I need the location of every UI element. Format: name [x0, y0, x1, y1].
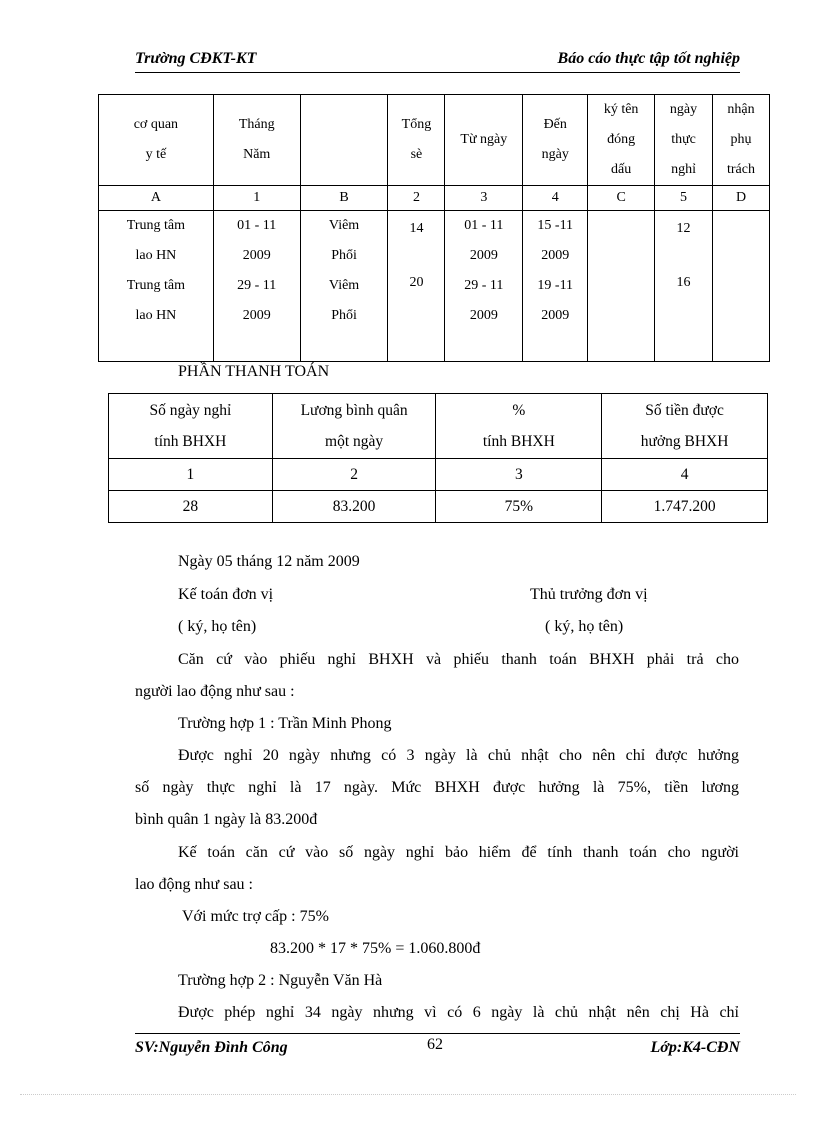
table1-header-cell: nhận phụ trách: [713, 95, 770, 186]
table1-code-cell: 4: [523, 186, 588, 211]
payment-value-cell: 75%: [436, 491, 602, 523]
case-2: Trường hợp 2 : Nguyễn Văn Hà: [178, 972, 383, 989]
month-cell: 01 - 11 2009 29 - 11 2009: [213, 211, 300, 362]
table1-header-row: [99, 95, 770, 186]
table1-header-cell: Từ ngày: [445, 95, 523, 186]
to-cell: 15 -11 2009 19 -11 2009: [523, 211, 588, 362]
payment-code-cell: 1: [109, 459, 273, 491]
table1-header-cell: Tổng sè: [388, 95, 445, 186]
rate-line: Với mức trợ cấp : 75%: [182, 908, 329, 925]
page-number: 62: [427, 1036, 443, 1053]
payment-header-row: [109, 394, 768, 459]
total-cell: 14 20: [388, 211, 445, 362]
resp-cell: [713, 211, 770, 362]
table1-code-cell: 5: [655, 186, 713, 211]
paragraph-2a: Được nghỉ 20 ngày nhưng có 3 ngày là chủ nhật cho nên chỉ được hưởng: [178, 747, 739, 764]
days-cell: 12 16: [655, 211, 713, 362]
header-right: Báo cáo thực tập tốt nghiệp: [557, 50, 740, 67]
payment-code-cell: 3: [436, 459, 602, 491]
from-cell: 01 - 11 2009 29 - 11 2009: [445, 211, 523, 362]
footer-left: SV:Nguyễn Đình Công: [135, 1039, 288, 1056]
paragraph-4a: Được phép nghỉ 34 ngày nhưng vì có 6 ngày là chủ nhật nên chị Hà chỉ: [178, 1004, 739, 1021]
payment-header-cell: % tính BHXH: [436, 394, 602, 459]
table1-header-cell: cơ quan y tế: [99, 95, 214, 186]
table1-code-cell: 1: [213, 186, 300, 211]
paragraph-1a: Căn cứ vào phiếu nghỉ BHXH và phiếu thanh toán BHXH phải trả cho: [178, 651, 739, 668]
payment-code-row: [109, 459, 768, 491]
table1-code-cell: A: [99, 186, 214, 211]
paragraph-1b: người lao động như sau :: [135, 683, 295, 700]
org-cell: Trung tâm lao HN Trung tâm lao HN: [99, 211, 214, 362]
payment-value-cell: 28: [109, 491, 273, 523]
payment-header-cell: Số ngày nghỉ tính BHXH: [109, 394, 273, 459]
payment-header-cell: Lương bình quân một ngày: [272, 394, 436, 459]
header-rule: [135, 72, 740, 73]
payment-header-cell: Số tiền được hưởng BHXH: [602, 394, 768, 459]
table1-code-row: [99, 186, 770, 211]
paragraph-2c: bình quân 1 ngày là 83.200đ: [135, 811, 318, 828]
director-sign: ( ký, họ tên): [545, 618, 624, 635]
paragraph-3a: Kế toán căn cứ vào số ngày nghỉ bảo hiểm để tính thanh toán cho người: [178, 844, 739, 861]
payment-code-cell: 2: [272, 459, 436, 491]
accountant-label: Kế toán đơn vị: [178, 586, 274, 603]
header-left: Trường CĐKT-KT: [135, 50, 257, 67]
payment-title: PHẦN THANH TOÁN: [178, 363, 330, 380]
table1-header-cell: Tháng Năm: [213, 95, 300, 186]
table1-code-cell: 2: [388, 186, 445, 211]
accountant-sign: ( ký, họ tên): [178, 618, 257, 635]
payment-value-cell: 83.200: [272, 491, 436, 523]
page-edge-line: [20, 1094, 796, 1095]
table1-header-cell: Đến ngày: [523, 95, 588, 186]
sign-cell: [588, 211, 655, 362]
director-label: Thủ trưởng đơn vị: [530, 586, 648, 603]
payment-table: [108, 393, 768, 523]
footer-right: Lớp:K4-CĐN: [650, 1039, 740, 1056]
table1-code-cell: B: [300, 186, 388, 211]
table1-header-cell: [300, 95, 388, 186]
table1-header-cell: ký tên đóng dấu: [588, 95, 655, 186]
payment-value-row: [109, 491, 768, 523]
payment-value-cell: 1.747.200: [602, 491, 768, 523]
table1-code-cell: D: [713, 186, 770, 211]
footer-rule: [135, 1033, 740, 1034]
date-line: Ngày 05 tháng 12 năm 2009: [178, 553, 360, 570]
paragraph-3b: lao động như sau :: [135, 876, 253, 893]
formula-line: 83.200 * 17 * 75% = 1.060.800đ: [270, 940, 481, 957]
paragraph-2b: số ngày thực nghỉ là 17 ngày. Mức BHXH được hưởng là 75%, tiền lương: [135, 779, 739, 796]
table1-code-cell: 3: [445, 186, 523, 211]
disease-cell: Viêm Phổi Viêm Phổi: [300, 211, 388, 362]
sick-leave-table: [98, 94, 770, 362]
table1-header-cell: ngày thực nghỉ: [655, 95, 713, 186]
table1-code-cell: C: [588, 186, 655, 211]
payment-code-cell: 4: [602, 459, 768, 491]
case-1: Trường hợp 1 : Trần Minh Phong: [178, 715, 392, 732]
table1-data-row: [99, 211, 770, 362]
